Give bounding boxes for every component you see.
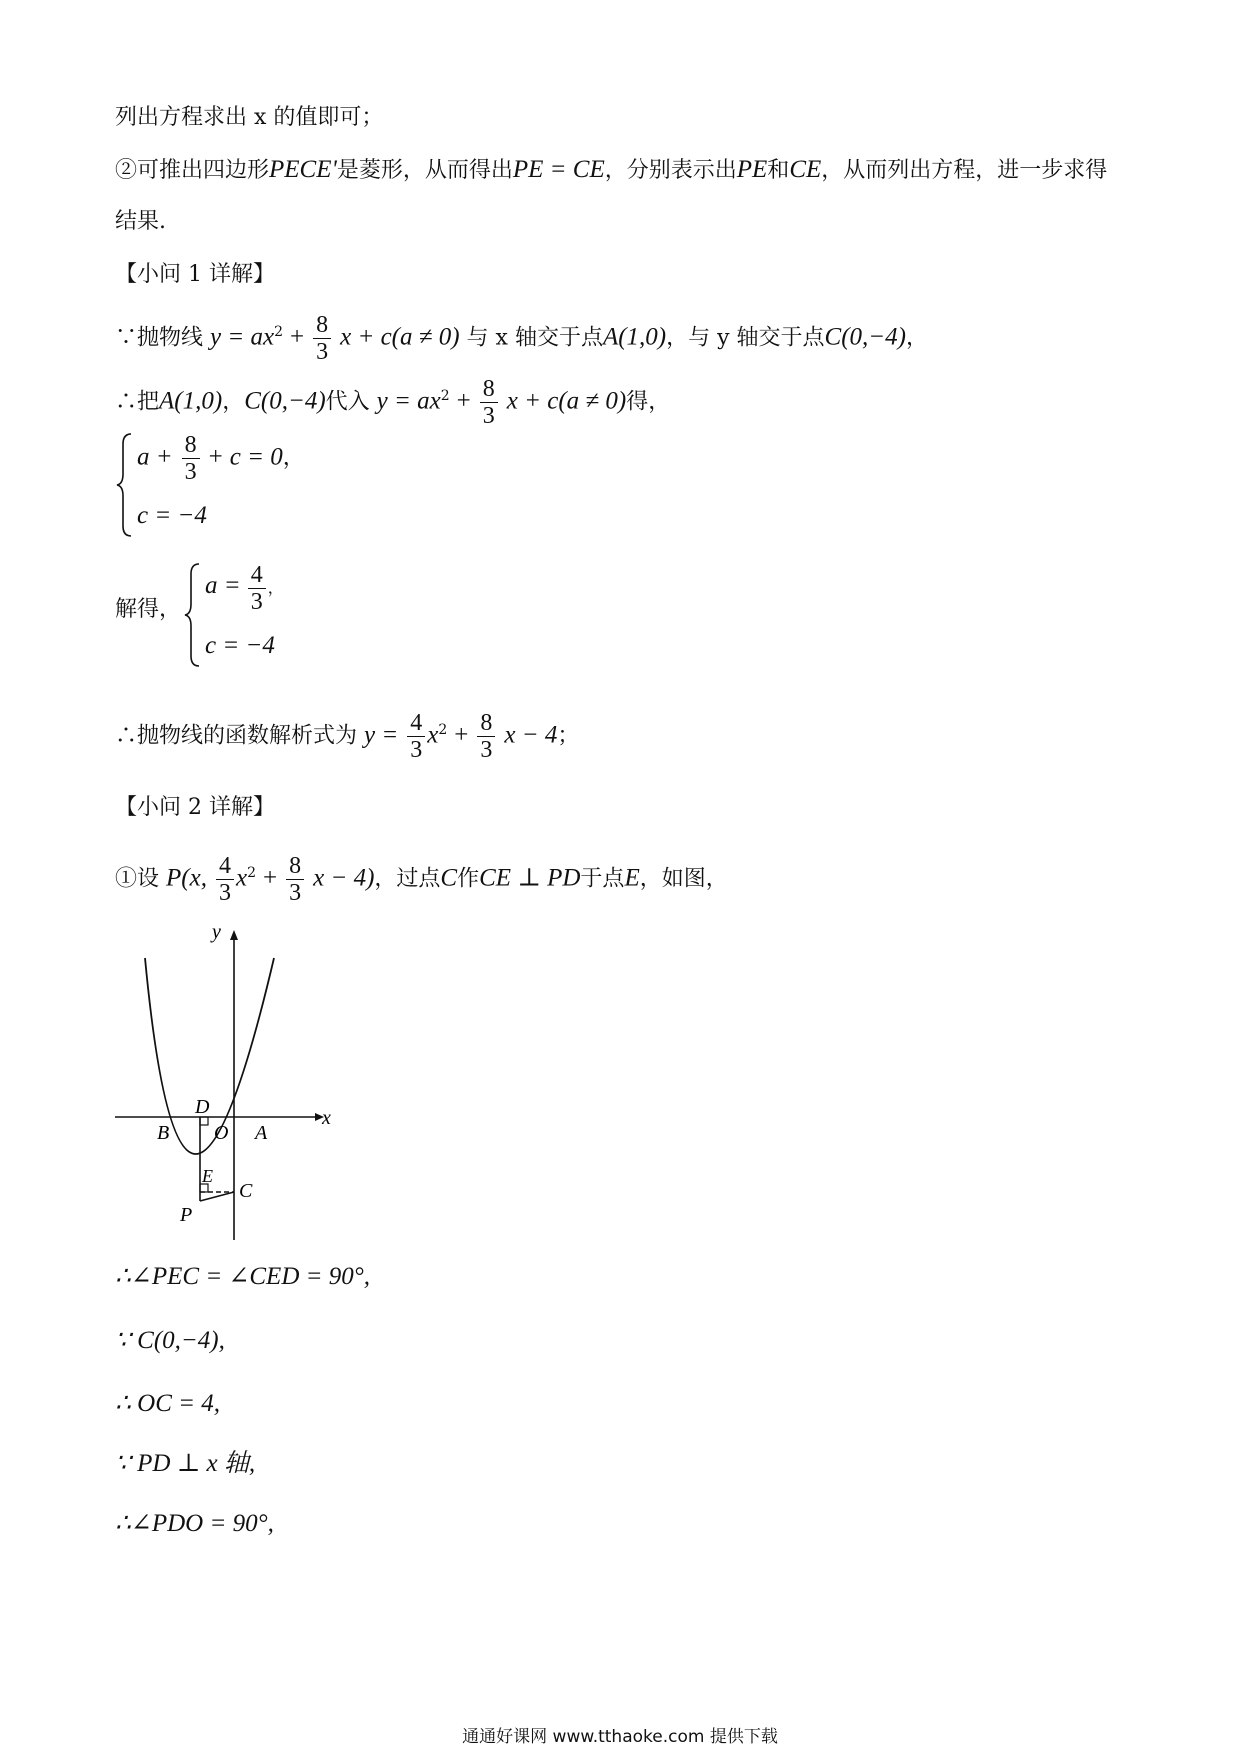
- line-2-ce: CE: [789, 156, 822, 183]
- text-line-1: [115, 103, 383, 133]
- conc-frac2-num: 8: [477, 710, 495, 737]
- p1-h: ，如图，: [639, 866, 728, 892]
- s1-sq: 2: [274, 324, 283, 340]
- conc-frac2-den: 3: [480, 736, 493, 763]
- s1-frac-num: 8: [313, 312, 331, 339]
- p1-p-open: P(x,: [166, 864, 207, 892]
- line-2-a: ②可推出四边形: [115, 158, 270, 183]
- label-d: D: [195, 1096, 210, 1118]
- conc-a: ∴抛物线的函数解析式为: [115, 723, 358, 749]
- line-2-quad: PECE': [269, 156, 337, 183]
- line-2-c: 是菱形，从而得出: [336, 158, 513, 183]
- reason-4: ∵ PD ⊥ x 轴,: [115, 1450, 256, 1477]
- line-1-text: 列出方程求出 x 的值即可；: [115, 105, 384, 130]
- system-2-row-1: [205, 562, 284, 615]
- line-2-pe: PE: [736, 156, 768, 183]
- p1-tail: x − 4): [313, 864, 375, 892]
- label-p: P: [180, 1204, 193, 1226]
- footer-watermark: 通通好课网 www.tthaoke.com 提供下载: [462, 1727, 778, 1747]
- p1-frac1-num: 4: [216, 853, 234, 880]
- s1-frac-den: 3: [316, 338, 329, 365]
- line-2-i: ，从而列出方程，进一步求得: [821, 158, 1108, 183]
- sys1-frac-num: 8: [182, 432, 200, 459]
- parabola-figure: [100, 920, 360, 1245]
- s2-frac-den: 3: [482, 402, 495, 429]
- system-2-row-2: [205, 632, 275, 660]
- right-angle-d: [200, 1117, 208, 1125]
- heading-part-2: 【小问 2 详解】: [115, 795, 275, 820]
- s2-sq: 2: [440, 388, 450, 404]
- p1-x: x: [235, 864, 248, 892]
- p1-frac-2: [286, 853, 304, 906]
- sys2-frac-num: 4: [248, 562, 266, 589]
- s2-plus: +: [456, 387, 471, 415]
- p1-frac1-den: 3: [218, 879, 231, 906]
- s1-point-c: C(0,−4): [824, 323, 906, 351]
- segment-pc: [200, 1192, 234, 1201]
- s1-plus: +: [290, 323, 305, 351]
- reason-1: ∴∠PEC = ∠CED = 90°,: [115, 1263, 371, 1290]
- sys1-frac-den: 3: [184, 459, 197, 485]
- heading-part-1: 【小问 1 详解】: [115, 262, 275, 287]
- line-2-and: 和: [767, 158, 790, 183]
- label-a: A: [255, 1122, 268, 1144]
- p1-frac2-den: 3: [289, 879, 302, 906]
- system-1-row-1: [137, 432, 305, 485]
- line-2-eq: PE = CE: [512, 156, 605, 183]
- system-1-row-2: [137, 502, 207, 530]
- text-line-3: [115, 207, 166, 237]
- conc-frac-2: [477, 710, 495, 763]
- s1-b: 与 x 轴交于点: [466, 325, 603, 351]
- label-e: E: [202, 1166, 213, 1186]
- conc-frac1-den: 3: [410, 736, 423, 763]
- p1-frac-1: [216, 853, 234, 906]
- p1-sq: 2: [247, 865, 256, 881]
- s1-cond: (a ≠ 0): [391, 323, 460, 351]
- reason-3: ∴ OC = 4,: [115, 1390, 221, 1417]
- sys1-row2: c = −4: [137, 502, 207, 529]
- s2-frac: [480, 376, 498, 429]
- s1-point-a: A(1,0): [602, 323, 667, 351]
- p1-perp: CE ⊥ PD: [479, 864, 581, 892]
- sys2-frac-den: 3: [250, 589, 263, 615]
- s2-cond: (a ≠ 0): [558, 387, 627, 415]
- s2-c: ，: [222, 389, 245, 415]
- p1-e: E: [624, 864, 640, 892]
- label-x: x: [322, 1107, 331, 1129]
- sys2-frac: [248, 562, 266, 615]
- s2-e: 代入: [325, 389, 370, 415]
- solve-label: 解得，: [115, 597, 182, 622]
- y-axis-arrow-icon: [230, 930, 238, 940]
- p1-a: ①设: [115, 866, 160, 892]
- brace-1-icon: [115, 432, 135, 538]
- label-y: y: [212, 921, 221, 943]
- s1-a: ∵抛物线: [115, 325, 204, 351]
- s2-point-a: A(1,0): [159, 387, 223, 415]
- p1-frac2-num: 8: [286, 853, 304, 880]
- sys2-row2: c = −4: [205, 632, 275, 659]
- label-c: C: [239, 1180, 253, 1202]
- conc-x2: x: [427, 721, 439, 749]
- conc-tail-expr: x − 4: [504, 721, 558, 749]
- sys2-comma: ，: [267, 578, 284, 597]
- s2-f: 得，: [626, 389, 671, 415]
- p1-f: 于点: [580, 866, 625, 892]
- line-3-text: 结果.: [115, 209, 166, 234]
- p1-plus: +: [263, 864, 278, 892]
- statement-1: [115, 302, 928, 368]
- part-2-statement: [115, 843, 728, 909]
- brace-2-icon: [183, 562, 203, 668]
- s1-f: ，: [906, 325, 929, 351]
- s1-frac: [313, 312, 331, 365]
- p1-d: 作: [457, 866, 480, 892]
- label-b: B: [157, 1122, 170, 1144]
- conc-frac-1: [407, 710, 425, 763]
- text-line-2: [115, 155, 1107, 186]
- sys2-a: a =: [205, 572, 241, 599]
- s2-point-c: C(0,−4): [244, 387, 326, 415]
- conc-plus: +: [454, 721, 469, 749]
- reason-5: ∴∠PDO = 90°,: [115, 1510, 274, 1537]
- s1-eq-mid: x + c: [340, 323, 392, 351]
- p1-c: C: [440, 864, 458, 892]
- statement-2: [115, 366, 670, 432]
- sys1-plus: +: [208, 443, 223, 471]
- s1-eq-prefix: y = ax: [210, 323, 275, 351]
- sys1-comma: ，: [282, 445, 305, 471]
- conc-sq: 2: [438, 722, 448, 738]
- sys1-a: a +: [137, 443, 173, 471]
- conc-semicolon: ；: [557, 723, 580, 749]
- s2-frac-num: 8: [480, 376, 498, 403]
- conclusion-line: [115, 700, 579, 766]
- conc-frac1-num: 4: [407, 710, 425, 737]
- conc-y: y =: [364, 721, 399, 749]
- sys1-frac: [182, 432, 200, 485]
- s2-a: ∴把: [115, 389, 160, 415]
- reason-2: ∵ C(0,−4),: [115, 1327, 225, 1354]
- p1-b: ，过点: [374, 866, 441, 892]
- sys1-row1-tail: c = 0: [229, 443, 283, 471]
- s2-eq-prefix: y = ax: [376, 387, 441, 415]
- label-o: O: [214, 1122, 229, 1144]
- line-2-e: ，分别表示出: [604, 158, 737, 183]
- s1-d: ，与 y 轴交于点: [666, 325, 825, 351]
- s2-eq-mid: x + c: [506, 387, 559, 415]
